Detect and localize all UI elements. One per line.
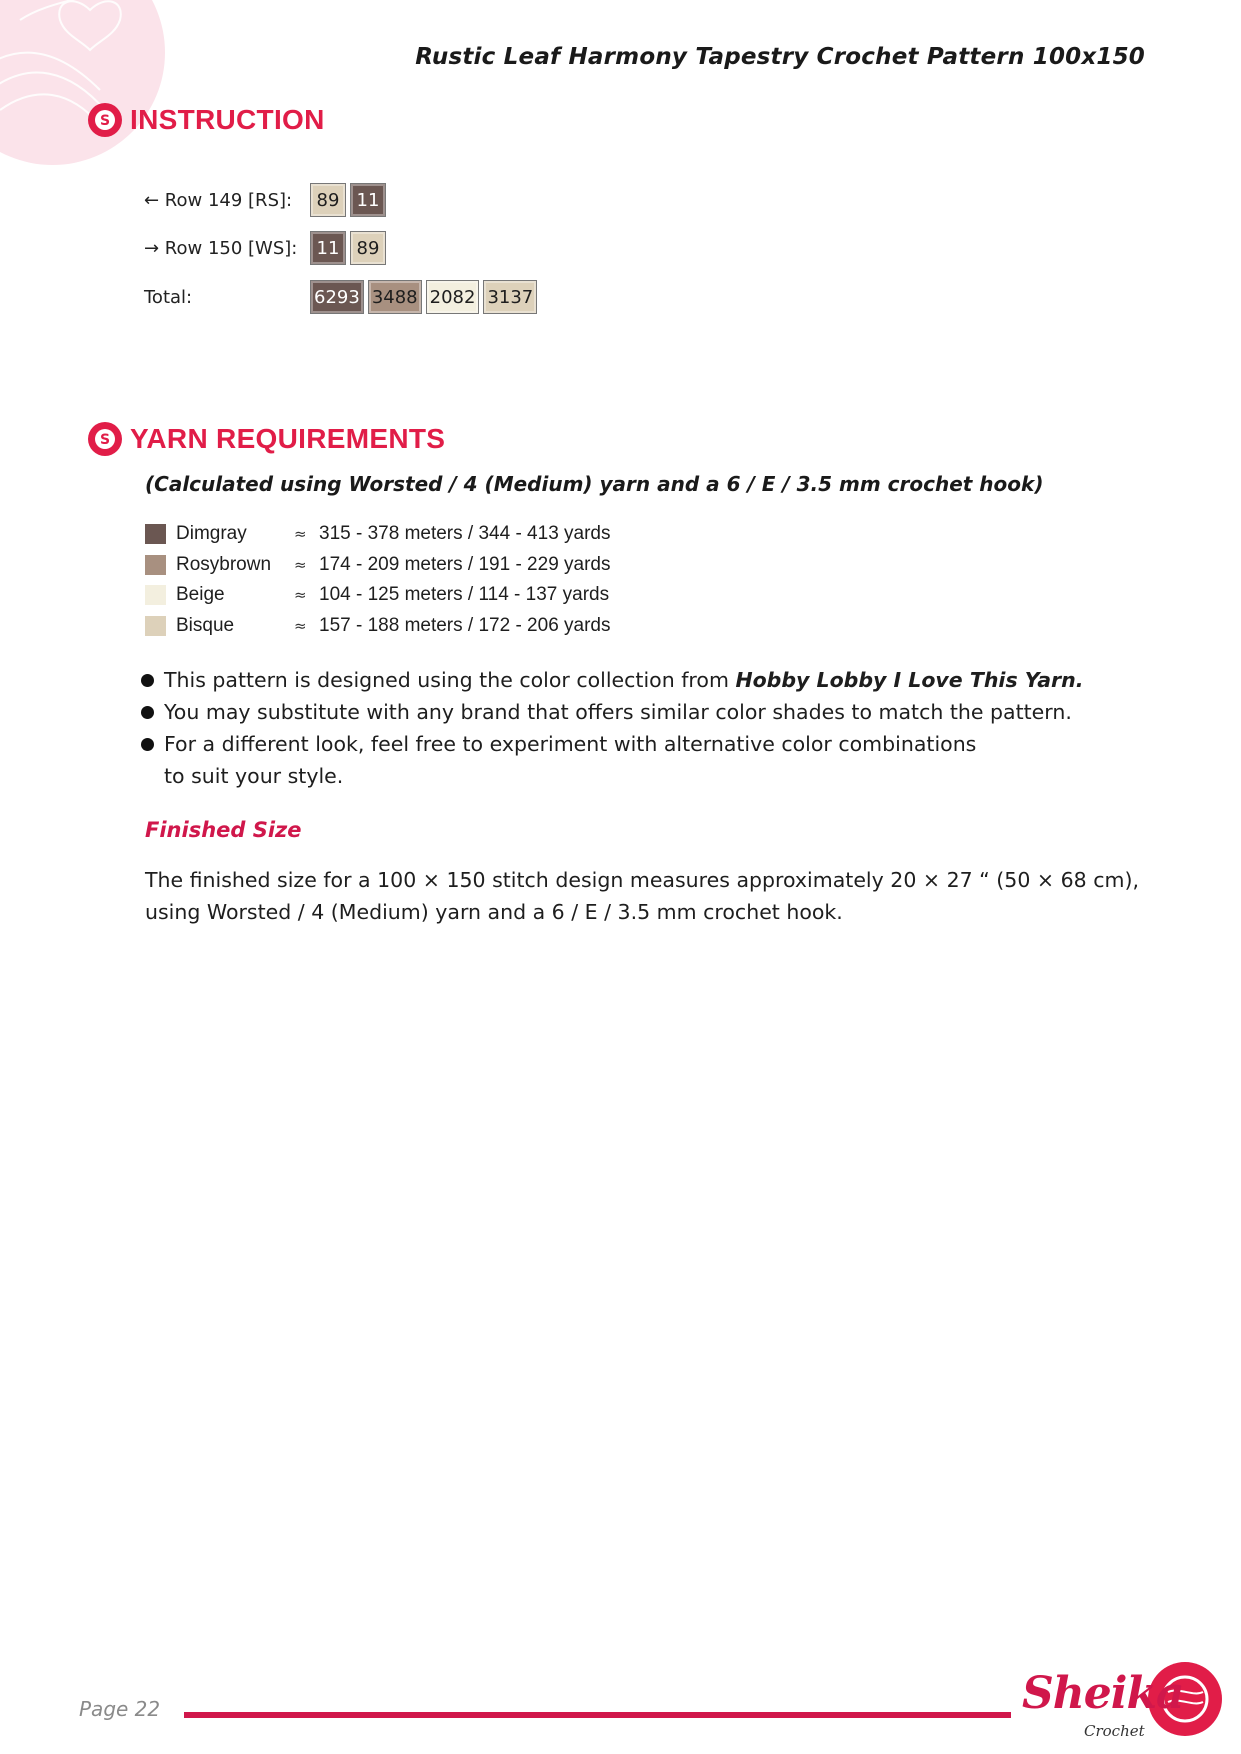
yarn-ball-icon [0, 0, 165, 165]
page-number: Page 22 [79, 1697, 161, 1721]
yarn-item [145, 580, 611, 611]
finished-size-line: The finished size for a 100 × 150 stitch design measures approximately 20 × 27 “ (50 × 68 cm), [145, 868, 1139, 892]
document-title: Rustic Leaf Harmony Tapestry Crochet Pattern 100x150 [415, 44, 1145, 70]
yarn-item [145, 519, 611, 550]
approx-symbol: ≈ [294, 616, 307, 635]
svg-text:S: S [99, 113, 111, 129]
yarn-item [145, 611, 611, 642]
yarn-amount: 157 - 188 meters / 172 - 206 yards [319, 614, 611, 636]
yarn-amount: 174 - 209 meters / 191 - 229 yards [319, 553, 611, 575]
brand-logo [1022, 1660, 1222, 1750]
corner-yarn-decoration [0, 0, 165, 165]
bullet-icon [141, 706, 154, 719]
yarn-list [145, 519, 611, 641]
color-count-cell: 89 [350, 231, 386, 265]
total-row [144, 280, 541, 314]
color-swatch [145, 524, 166, 544]
finished-size-line: using Worsted / 4 (Medium) yarn and a 6 / E / 3.5 mm crochet hook. [145, 900, 843, 924]
color-count-cell: 11 [310, 231, 346, 265]
approx-symbol: ≈ [294, 525, 307, 544]
yarn-amount: 315 - 378 meters / 344 - 413 yards [319, 523, 611, 545]
yarn-name: Bisque [176, 614, 235, 636]
list-item [139, 664, 1139, 696]
yarn-subtitle: (Calculated using Worsted / 4 (Medium) yarn and a 6 / E / 3.5 mm crochet hook) [145, 472, 1044, 496]
brand-badge-icon [88, 422, 122, 456]
total-label: Total: [144, 286, 193, 308]
list-item [139, 728, 1139, 792]
yarn-name: Rosybrown [176, 553, 272, 575]
logo-text: Sheika [1022, 1668, 1184, 1719]
color-swatch [145, 585, 166, 605]
row-label: → Row 150 [WS]: [144, 237, 298, 259]
svg-text:S: S [99, 432, 111, 448]
yarn-name: Beige [176, 584, 225, 606]
yarn-item [145, 550, 611, 581]
color-count-cell: 3488 [368, 280, 422, 314]
color-count-cell: 11 [350, 183, 386, 217]
logo-subtext: Crochet [1084, 1722, 1145, 1740]
footer-divider [184, 1712, 1011, 1718]
row-cells [310, 183, 390, 217]
note-text: For a different look, feel free to experiment with alternative color combinations [164, 732, 977, 756]
yarn-amount: 104 - 125 meters / 114 - 137 yards [319, 584, 610, 606]
instruction-heading [88, 103, 325, 137]
finished-size-heading: Finished Size [145, 818, 302, 842]
list-item [139, 696, 1139, 728]
total-cells [310, 280, 541, 314]
note-text: to suit your style. [164, 764, 344, 788]
yarn-name: Dimgray [176, 523, 247, 545]
brand-name: Hobby Lobby I Love This Yarn. [735, 668, 1084, 692]
instruction-title: INSTRUCTION [130, 104, 325, 135]
color-count-cell: 2082 [426, 280, 480, 314]
row-149 [144, 183, 390, 217]
finished-size-text [145, 864, 1155, 928]
yarn-heading [88, 422, 445, 456]
bullet-icon [141, 738, 154, 751]
color-count-cell: 6293 [310, 280, 364, 314]
color-swatch [145, 555, 166, 575]
color-count-cell: 89 [310, 183, 346, 217]
notes-list [139, 664, 1139, 792]
row-150 [144, 231, 390, 265]
row-cells [310, 231, 390, 265]
note-text: You may substitute with any brand that offers similar color shades to match the pattern. [164, 700, 1072, 724]
bullet-icon [141, 674, 154, 687]
color-count-cell: 3137 [483, 280, 537, 314]
approx-symbol: ≈ [294, 586, 307, 605]
approx-symbol: ≈ [294, 555, 307, 574]
note-text: This pattern is designed using the color collection from [164, 668, 736, 692]
brand-badge-icon [88, 103, 122, 137]
yarn-title: YARN REQUIREMENTS [130, 423, 446, 454]
row-label: ← Row 149 [RS]: [144, 189, 293, 211]
color-swatch [145, 616, 166, 636]
